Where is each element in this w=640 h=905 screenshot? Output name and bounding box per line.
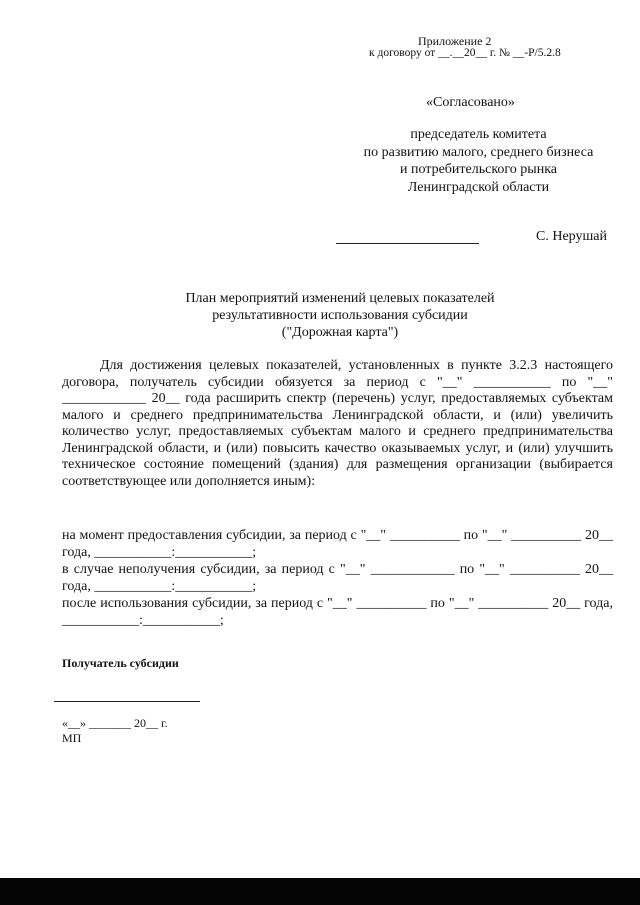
approval-signature-line xyxy=(336,243,479,244)
stamp-label: МП xyxy=(62,731,82,745)
intro-paragraph: Для достижения целевых показателей, установленных в пункте 3.2.3 настоящего договора, получатель субсидии обязуется за период с "__" ___________ по "__" ____________ 20__ года расширить спектр (перечень) услуг, предоставляемых субъектам малого и среднего предпринимательства Ленинградской области, и (или) увеличить количество услуг, предоставляемых субъектам малого и среднего предпринимательства Ленинградской области, и (или) повысить качество оказываемых услуг, и (или) улучшить техническое состояние помещений (здания) для размещения организации (выбирается соответствующее или дополняется иным): xyxy=(62,358,613,489)
recipient-label: Получатель субсидии xyxy=(62,656,179,670)
period-item: после использования субсидии, за период с "__" __________ по "__" __________ 20__ года, ___________:___________; xyxy=(62,596,613,628)
recipient-date-line: «__» _______ 20__ г. xyxy=(62,716,168,730)
plan-title xyxy=(120,290,560,341)
approval-line: и потребительского рынка xyxy=(399,162,558,177)
approval-line: Ленинградской области xyxy=(407,179,550,195)
contract-reference: к договору от __.__20__ г. № __-Р/5.2.8 xyxy=(369,47,561,59)
plan-title-line: План мероприятий изменений целевых показателей xyxy=(185,291,495,306)
period-item: на момент предоставления субсидии, за период с "__" __________ по "__" __________ 20__ года, ___________:___________; xyxy=(62,528,613,560)
period-item: в случае неполучения субсидии, за период с "__" ____________ по "__" __________ 20__ года, ___________:___________; xyxy=(62,562,613,594)
appendix-label: Приложение 2 xyxy=(418,34,492,48)
recipient-signature-line xyxy=(54,701,200,702)
approval-title: «Согласовано» xyxy=(426,95,515,110)
approval-signatory-name: С. Нерушай xyxy=(536,229,607,244)
scan-bottom-border xyxy=(0,878,640,905)
approval-committee-block xyxy=(340,126,617,196)
plan-title-line: ("Дорожная карта") xyxy=(281,325,399,340)
approval-line: по развитию малого, среднего бизнеса xyxy=(363,144,594,160)
approval-line: председатель комитета xyxy=(410,127,547,142)
plan-title-line: результативности использования субсидии xyxy=(212,308,468,323)
